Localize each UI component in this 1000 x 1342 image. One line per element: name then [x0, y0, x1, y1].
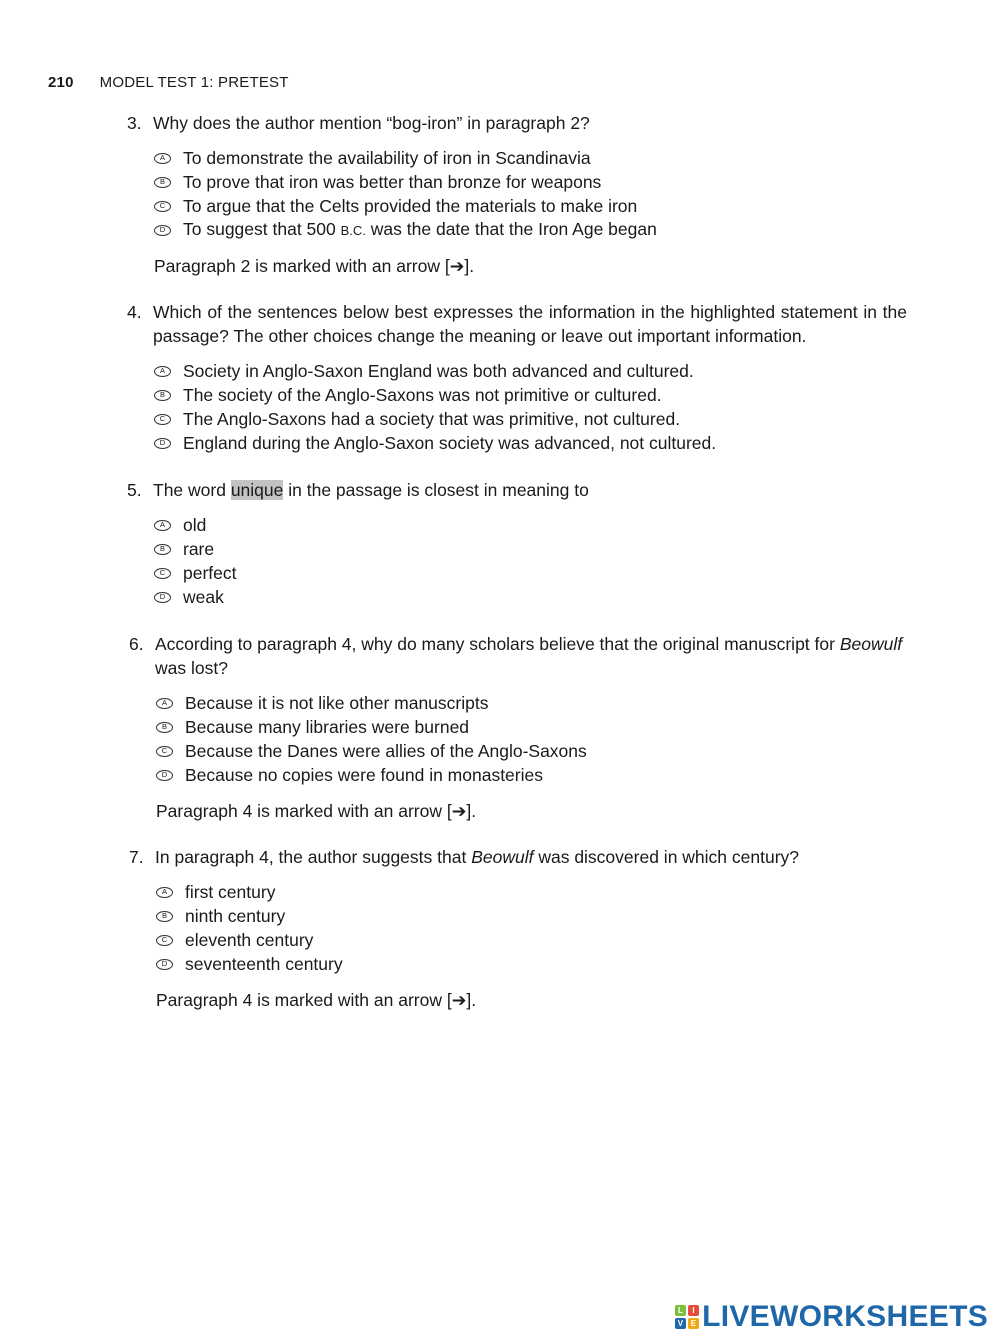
option-letter-icon: C — [156, 746, 173, 757]
question-3 — [127, 111, 907, 278]
page-header — [48, 74, 289, 91]
question-text — [155, 845, 909, 869]
logo-mark-letter: I — [688, 1305, 699, 1316]
page-number: 210 — [48, 74, 74, 91]
option-text: To prove that iron was better than bronze for weapons — [183, 172, 602, 192]
option-letter-icon: B — [154, 390, 171, 401]
option-text-part: To suggest that 500 — [183, 219, 341, 239]
arrow-icon: ➔ — [451, 801, 467, 821]
question-number: 4. — [127, 302, 142, 322]
note-text: ]. — [464, 256, 475, 276]
option-text: England during the Anglo-Saxon society was advanced, not cultured. — [183, 433, 717, 453]
option-a[interactable] — [156, 691, 909, 715]
option-letter-icon: A — [154, 366, 171, 377]
option-d[interactable] — [156, 763, 909, 787]
liveworksheets-logo[interactable] — [675, 1300, 988, 1334]
option-text: Because no copies were found in monasteries — [185, 765, 543, 785]
option-letter-icon: A — [156, 887, 173, 898]
option-c[interactable] — [156, 739, 909, 763]
option-d[interactable] — [154, 585, 907, 609]
option-text: first century — [185, 882, 276, 902]
question-text — [153, 478, 907, 502]
answer-options — [154, 146, 907, 242]
bc-abbreviation: B.C. — [340, 223, 366, 238]
option-c[interactable] — [154, 407, 907, 431]
option-letter-icon: C — [154, 414, 171, 425]
option-text: weak — [183, 587, 224, 607]
option-letter-icon: C — [156, 935, 173, 946]
answer-options — [156, 691, 909, 787]
question-number: 5. — [127, 480, 142, 500]
paragraph-note — [154, 254, 907, 278]
option-text: old — [183, 515, 207, 535]
option-d[interactable] — [156, 952, 909, 976]
question-4 — [127, 300, 907, 455]
option-letter-icon: B — [156, 911, 173, 922]
option-text-part: was the date that the Iron Age began — [365, 219, 657, 239]
option-text: The society of the Anglo-Saxons was not primitive or cultured. — [183, 385, 662, 405]
option-letter-icon: B — [154, 544, 171, 555]
note-text: ]. — [466, 990, 477, 1010]
option-text: Because the Danes were allies of the Anglo-Saxons — [185, 741, 587, 761]
question-7 — [129, 845, 909, 1012]
option-b[interactable] — [156, 904, 909, 928]
question-6 — [129, 632, 909, 823]
answer-options — [154, 359, 907, 455]
option-letter-icon: C — [154, 568, 171, 579]
question-5 — [127, 478, 907, 609]
option-text: Society in Anglo-Saxon England was both advanced and cultured. — [183, 361, 694, 381]
option-text: seventeenth century — [185, 954, 343, 974]
book-title: Beowulf — [839, 634, 903, 654]
option-letter-icon: B — [154, 177, 171, 188]
question-text — [155, 632, 909, 680]
note-text: Paragraph 4 is marked with an arrow [ — [156, 801, 452, 821]
option-text — [183, 217, 657, 243]
page-title: MODEL TEST 1: PRETEST — [99, 74, 289, 91]
option-b[interactable] — [156, 715, 909, 739]
arrow-icon: ➔ — [449, 256, 465, 276]
option-a[interactable] — [154, 359, 907, 383]
arrow-icon: ➔ — [451, 990, 467, 1010]
question-stem — [129, 845, 909, 869]
option-a[interactable] — [156, 880, 909, 904]
option-d[interactable] — [154, 431, 907, 455]
option-letter-icon: A — [154, 520, 171, 531]
question-text-part: According to paragraph 4, why do many scholars believe that the original manuscript for — [155, 634, 840, 654]
logo-mark-letter: L — [675, 1305, 686, 1316]
highlighted-word: unique — [230, 480, 284, 500]
question-text-part: The word — [153, 480, 231, 500]
question-text-part: In paragraph 4, the author suggests that — [155, 847, 472, 867]
option-text: eleventh century — [185, 930, 314, 950]
note-text: ]. — [466, 801, 477, 821]
option-b[interactable] — [154, 537, 907, 561]
option-letter-icon: D — [154, 438, 171, 449]
option-text: perfect — [183, 563, 237, 583]
option-letter-icon: D — [154, 592, 171, 603]
logo-mark-icon — [675, 1305, 699, 1329]
option-c[interactable] — [154, 561, 907, 585]
option-text: Because it is not like other manuscripts — [185, 693, 489, 713]
note-text: Paragraph 2 is marked with an arrow [ — [154, 256, 450, 276]
option-a[interactable] — [154, 513, 907, 537]
option-c[interactable] — [156, 928, 909, 952]
question-number: 3. — [127, 113, 142, 133]
option-letter-icon: D — [154, 225, 171, 236]
option-text: The Anglo-Saxons had a society that was primitive, not cultured. — [183, 409, 681, 429]
question-text-part: was discovered in which century? — [533, 847, 800, 867]
logo-mark-letter: E — [688, 1318, 699, 1329]
answer-options — [156, 880, 909, 976]
option-c[interactable] — [154, 194, 907, 218]
question-stem — [127, 478, 907, 502]
option-a[interactable] — [154, 146, 907, 170]
option-letter-icon: D — [156, 770, 173, 781]
answer-options — [154, 513, 907, 609]
question-text-part: in the passage is closest in meaning to — [283, 480, 589, 500]
option-letter-icon: B — [156, 722, 173, 733]
option-b[interactable] — [154, 383, 907, 407]
option-letter-icon: D — [156, 959, 173, 970]
question-stem — [127, 300, 907, 348]
option-d[interactable] — [154, 218, 907, 242]
question-stem — [127, 111, 907, 135]
option-text: rare — [183, 539, 215, 559]
question-text: Which of the sentences below best expresses the information in the highlighted statement in the passage? The other choices change the meaning or leave out important information. — [153, 302, 907, 346]
option-text: Because many libraries were burned — [185, 717, 470, 737]
option-text: ninth century — [185, 906, 286, 926]
question-text-part: was lost? — [155, 658, 228, 678]
question-stem — [129, 632, 909, 680]
option-text: To demonstrate the availability of iron in Scandinavia — [183, 148, 591, 168]
option-letter-icon: C — [154, 201, 171, 212]
book-title: Beowulf — [471, 847, 534, 867]
question-number: 6. — [129, 634, 144, 654]
option-text: To argue that the Celts provided the materials to make iron — [183, 196, 638, 216]
question-text: Why does the author mention “bog-iron” in paragraph 2? — [153, 113, 590, 133]
question-number: 7. — [129, 847, 144, 867]
logo-mark-letter: V — [675, 1318, 686, 1329]
note-text: Paragraph 4 is marked with an arrow [ — [156, 990, 452, 1010]
option-letter-icon: A — [154, 153, 171, 164]
option-b[interactable] — [154, 170, 907, 194]
paragraph-note — [156, 799, 909, 823]
logo-text: LIVEWORKSHEETS — [702, 1300, 988, 1333]
option-letter-icon: A — [156, 698, 173, 709]
paragraph-note — [156, 988, 909, 1012]
